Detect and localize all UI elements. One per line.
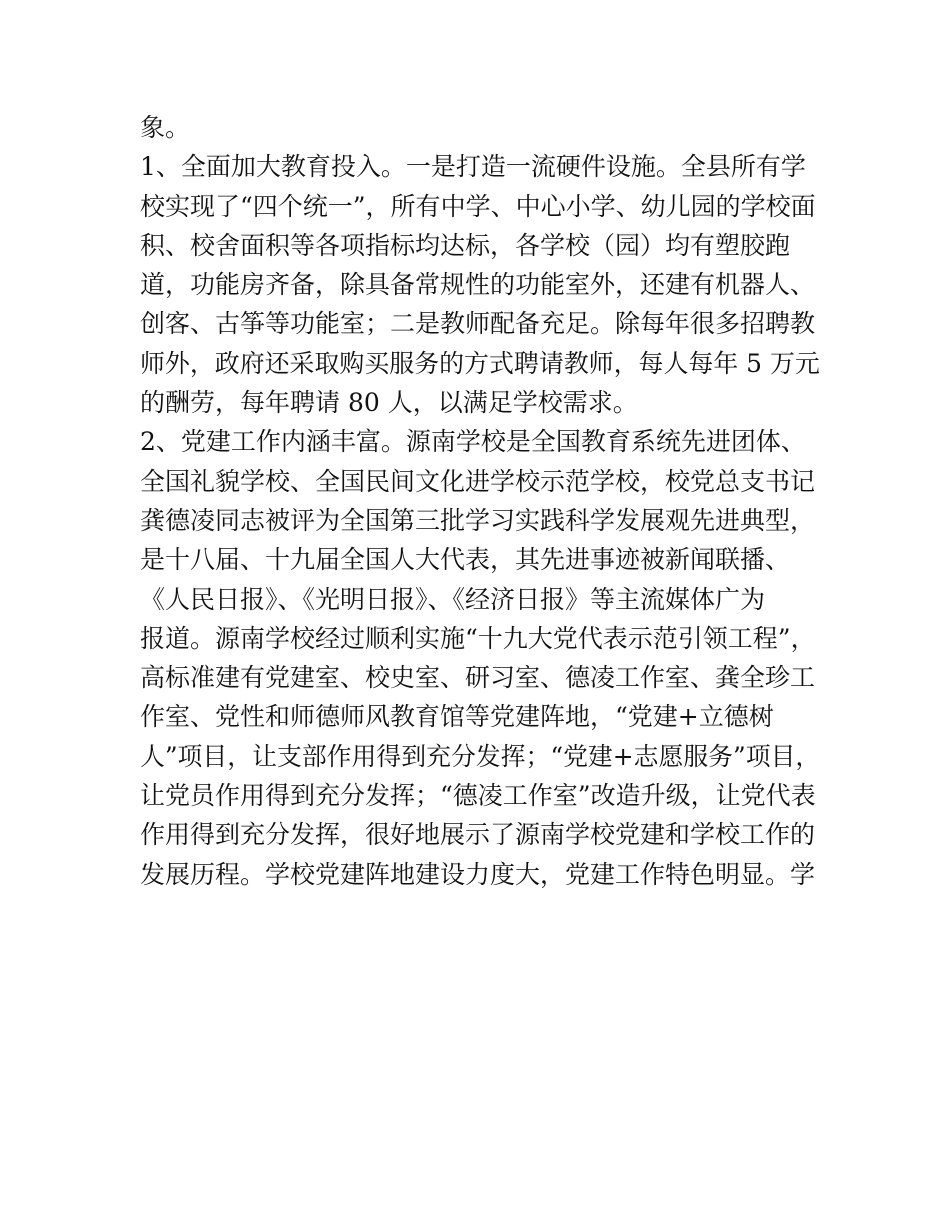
text-line: 作室、党性和师德师风教育馆等党建阵地，“党建+立德树	[140, 702, 774, 732]
text-line: 全国礼貌学校、全国民间文化进学校示范学校，校党总支书记	[140, 466, 816, 496]
text-line: 象。	[140, 113, 191, 142]
text-line: 的酬劳，每年聘请 80 人，以满足学校需求。	[140, 388, 638, 418]
text-line: 1、全面加大教育投入。一是打造一流硬件设施。全县所有学	[140, 152, 806, 182]
text-line: 高标准建有党建室、校史室、研习室、德凌工作室、龚全珍工	[140, 663, 816, 693]
text-line: 积、校舍面积等各项指标均达标，各学校（园）均有塑胶跑	[140, 230, 791, 260]
text-line: 作用得到充分发挥，很好地展示了源南学校党建和学校工作的	[140, 820, 816, 850]
text-line: 创客、古筝等功能室；二是教师配备充足。除每年很多招聘教	[140, 309, 816, 339]
text-line: 让党员作用得到充分发挥；“德凌工作室”改造升级，让党代表	[140, 781, 816, 811]
text-line: 报道。源南学校经过顺利实施“十九大党代表示范引领工程”，	[140, 623, 816, 653]
text-line: 是十八届、十九届全国人大代表，其先进事迹被新闻联播、	[140, 545, 791, 575]
text-line: 2、党建工作内涵丰富。源南学校是全国教育系统先进团体、	[140, 427, 806, 457]
text-line: 《人民日报》、《光明日报》、《经济日报》等主流媒体广为	[140, 584, 766, 614]
text-line: 人”项目，让支部作用得到充分发挥；“党建+志愿服务”项目，	[140, 741, 821, 771]
text-line: 师外，政府还采取购买服务的方式聘请教师，每人每年 5 万元	[140, 348, 820, 378]
text-line: 龚德凌同志被评为全国第三批学习实践科学发展观先进典型，	[140, 505, 816, 535]
text-line: 校实现了“四个统一”，所有中学、中心小学、幼儿园的学校面	[140, 191, 816, 221]
text-line: 道，功能房齐备，除具备常规性的功能室外，还建有机器人、	[140, 270, 816, 300]
document-body	[140, 108, 820, 894]
text-line: 发展历程。学校党建阵地建设力度大，党建工作特色明显。学	[140, 859, 816, 889]
